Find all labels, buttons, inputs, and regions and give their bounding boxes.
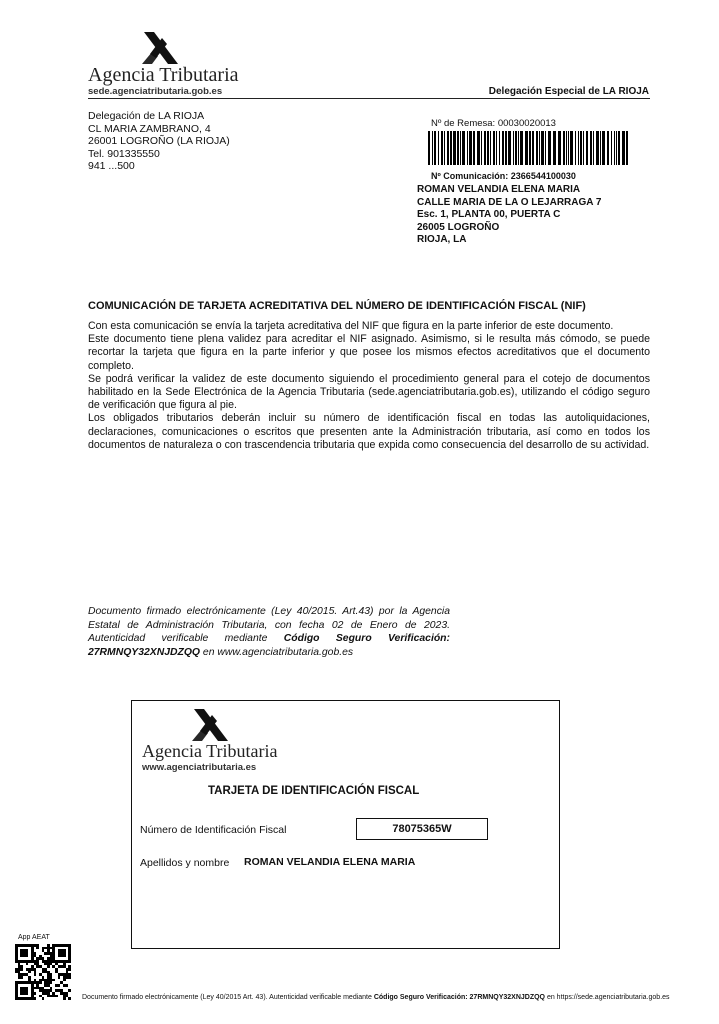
office-line: 26001 LOGROÑO (LA RIOJA) [88, 135, 230, 147]
barcode-bar [520, 131, 523, 165]
footer-site: en https://sede.agenciatributaria.gob.es [545, 994, 670, 1001]
barcode-bar [515, 131, 517, 165]
barcode-bar [593, 131, 594, 165]
barcode-bar [600, 131, 601, 165]
remesa-number: Nº de Remesa: 00030020013 [431, 118, 556, 129]
barcode-bar [541, 131, 544, 165]
barcode-bar [536, 131, 538, 165]
recipient-line: CALLE MARIA DE LA O LEJARRAGA 7 [417, 196, 602, 208]
recipient-line: Esc. 1, PLANTA 00, PUERTA C [417, 209, 561, 220]
name-label: Apellidos y nombre [140, 857, 230, 869]
csv-sep: : [446, 633, 450, 644]
nif-card [131, 700, 560, 949]
footer-text: Documento firmado electrónicamente (Ley 40/2015 Art. 43). Autenticidad verificable mediante [82, 994, 374, 1001]
office-line: Delegación de LA RIOJA [88, 110, 205, 122]
office-address [88, 110, 230, 173]
footer-notice [82, 994, 670, 1001]
barcode-bar [457, 131, 459, 165]
barcode-bar [469, 131, 472, 165]
barcode-bar [529, 131, 531, 165]
barcode [428, 131, 632, 165]
footer-csv: 27RMNQY32XNJDZQQ [469, 994, 545, 1001]
site-url: sede.agenciatributaria.gob.es [88, 86, 223, 97]
barcode-bar [450, 131, 452, 165]
barcode-bar [580, 131, 582, 165]
barcode-bar [473, 131, 475, 165]
nif-value: 78075365W [356, 818, 488, 840]
qr-module [68, 997, 71, 1000]
barcode-bar [553, 131, 556, 165]
barcode-bar [583, 131, 584, 165]
signature-site: en www.agenciatributaria.gob.es [200, 646, 354, 658]
app-label: App AEAT [18, 934, 50, 941]
office-line: 941 ...500 [88, 160, 135, 172]
barcode-bar [499, 131, 500, 165]
body-paragraph: Con esta comunicación se envía la tarjeta acreditativa del NIF que figura en la parte inferior de este documento. [88, 320, 614, 332]
body-paragraph: Este documento tiene plena validez para acreditar el NIF asignado. Asimismo, si le resulta más cómodo, se puede recortar la tarjeta que figura en la parte inferior y que posee los mismos efectos acreditativos que el documento completo. [88, 333, 650, 372]
barcode-bar [539, 131, 540, 165]
csv-label: Código Seguro Verificación [283, 633, 447, 644]
card-site-url: www.agenciatributaria.es [142, 762, 257, 773]
barcode-bar [481, 131, 482, 165]
barcode-bar [532, 131, 534, 165]
barcode-bar [578, 131, 579, 165]
barcode-bar [558, 131, 561, 165]
barcode-bar [428, 131, 430, 165]
barcode-bar [477, 131, 480, 165]
barcode-bar [508, 131, 511, 165]
footer-csv-sep: : [465, 994, 470, 1001]
barcode-bar [563, 131, 565, 165]
card-agency-name: Agencia Tributaria [142, 741, 278, 761]
barcode-bar [548, 131, 551, 165]
qr-code-icon [15, 944, 71, 1000]
nif-label: Número de Identificación Fiscal [140, 824, 287, 836]
barcode-bar [453, 131, 456, 165]
barcode-bar [518, 131, 519, 165]
barcode-bar [590, 131, 592, 165]
comunicacion-number: Nº Comunicación: 2366544100030 [431, 171, 576, 181]
barcode-bar [502, 131, 504, 165]
barcode-bar [575, 131, 576, 165]
barcode-bar [611, 131, 612, 165]
recipient-line: RIOJA, LA [417, 234, 467, 245]
document-body [88, 320, 650, 452]
signature-text: Documento firmado electrónicamente (Ley 40/2015. Art.43) por la Agencia Estatal de Administración Tributaria, con fecha 02 de Enero de 2023. Autenticidad verificable mediante [88, 606, 450, 644]
barcode-bar [460, 131, 461, 165]
barcode-bar [447, 131, 449, 165]
barcode-bar [462, 131, 465, 165]
document-title: COMUNICACIÓN DE TARJETA ACREDITATIVA DEL NÚMERO DE IDENTIFICACIÓN FISCAL (NIF) [88, 300, 586, 312]
barcode-bar [568, 131, 569, 165]
barcode-bar [493, 131, 495, 165]
recipient-line: 26005 LOGROÑO [417, 221, 500, 233]
agency-logo-icon [140, 30, 180, 66]
barcode-bar [444, 131, 445, 165]
barcode-bar [607, 131, 609, 165]
name-value: ROMAN VELANDIA ELENA MARIA [244, 856, 416, 868]
card-logo-icon [190, 707, 230, 743]
office-line: Tel. 901335550 [88, 147, 160, 160]
barcode-bar [441, 131, 443, 165]
barcode-bar [626, 131, 628, 165]
delegation-name: Delegación Especial de LA RIOJA [488, 86, 649, 97]
barcode-bar [602, 131, 605, 165]
barcode-bar [432, 131, 433, 165]
barcode-bar [596, 131, 599, 165]
barcode-bar [484, 131, 486, 165]
header-rule [88, 98, 650, 99]
barcode-bar [586, 131, 588, 165]
barcode-bar [513, 131, 514, 165]
barcode-bar [496, 131, 497, 165]
barcode-bar [618, 131, 620, 165]
barcode-bar [487, 131, 489, 165]
body-paragraph: Se podrá verificar la validez de este documento siguiendo el procedimiento general para el cotejo de documentos habilitado en la Sede Electrónica de la Agencia Tributaria (sede.agenciatributaria.gob.es), utilizando el código seguro de verificación que figura al pie. [88, 372, 650, 412]
office-line: CL MARIA ZAMBRANO, 4 [88, 122, 211, 135]
csv-code: 27RMNQY32XNJDZQQ [88, 646, 201, 658]
recipient-address [417, 184, 601, 247]
barcode-bar [622, 131, 625, 165]
signature-notice [88, 605, 450, 659]
barcode-bar [525, 131, 528, 165]
footer-csv-label: Código Seguro Verificación [373, 994, 466, 1001]
barcode-bar [616, 131, 617, 165]
barcode-bar [570, 131, 573, 165]
barcode-bar [505, 131, 507, 165]
barcode-bar [490, 131, 491, 165]
barcode-bar [566, 131, 567, 165]
card-title: TARJETA DE IDENTIFICACIÓN FISCAL [208, 785, 420, 797]
body-paragraph: Los obligados tributarios deberán incluir su número de identificación fiscal en todas las autoliquidaciones, declaraciones, comunicaciones o escritos que presenten ante la Administración tributaria, así como en todos los documentos de naturaleza o con trascendencia tributaria que expida como consecuencia del desarrollo de su actividad. [88, 412, 650, 451]
agency-name: Agencia Tributaria [88, 64, 239, 86]
barcode-bar [467, 131, 468, 165]
barcode-bar [614, 131, 615, 165]
barcode-bar [438, 131, 439, 165]
recipient-line: ROMAN VELANDIA ELENA MARIA [417, 184, 581, 195]
barcode-bar [434, 131, 436, 165]
barcode-bar [545, 131, 546, 165]
